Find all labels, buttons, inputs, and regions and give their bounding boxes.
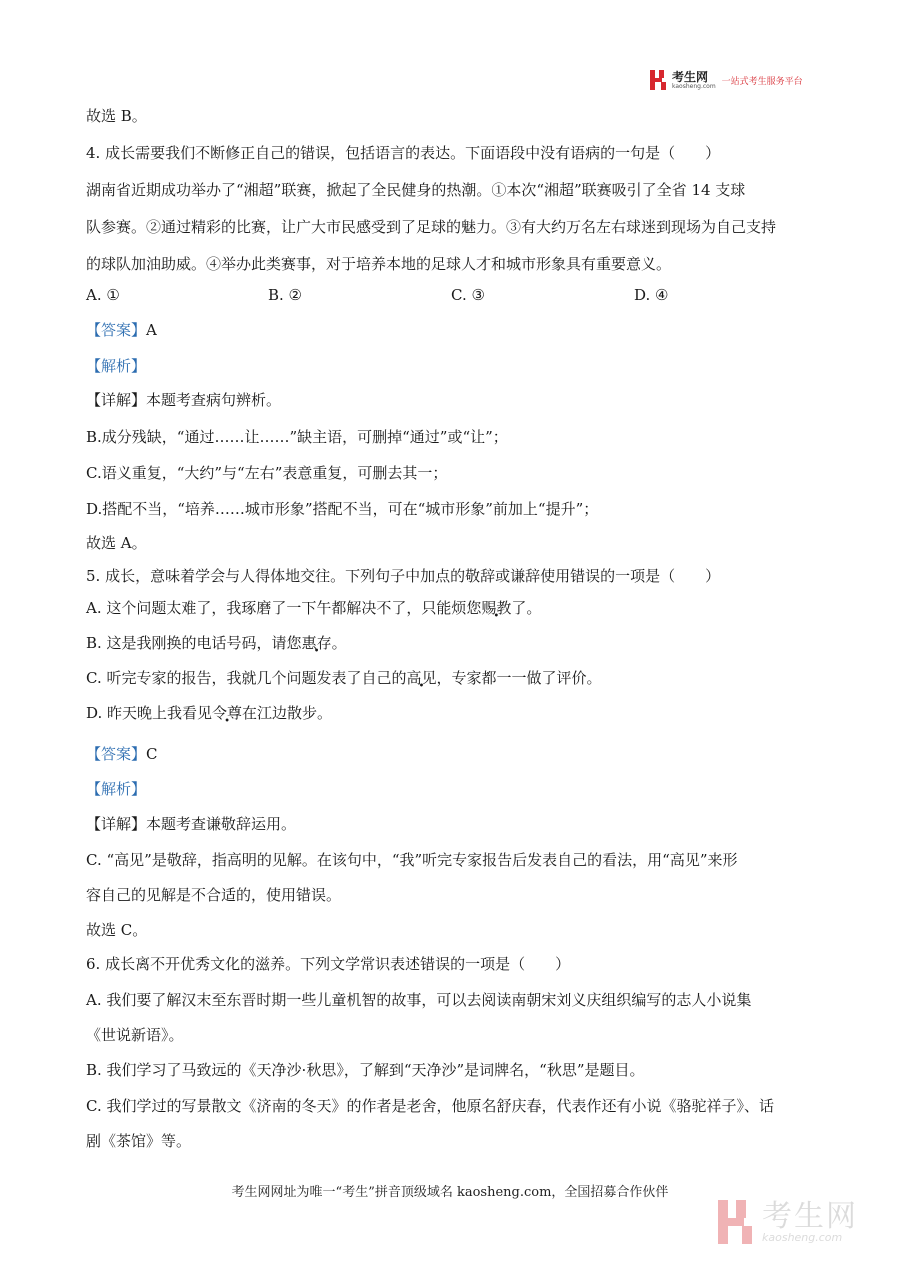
detail-line: 【详解】本题考查病句辨析。	[86, 391, 282, 409]
text-line: 故选 C。	[86, 921, 148, 939]
page-footer: 考生网网址为唯一“考生”拼音顶级域名 kaosheng.com，全国招募合作伙伴	[231, 1185, 669, 1200]
question-4: 4. 成长需要我们不断修正自己的错误，包括语言的表达。下面语段中没有语病的一句是（ ）	[86, 144, 721, 162]
watermark	[718, 1200, 858, 1244]
watermark-domain: kaosheng.com	[762, 1230, 843, 1244]
text-span: B. 这是我刚换的电话号码，请您	[86, 634, 302, 652]
text-line: 剧《茶馆》等。	[86, 1132, 192, 1150]
q5-option-c	[86, 668, 602, 688]
watermark-logo-icon	[718, 1200, 756, 1244]
header-logo	[650, 70, 803, 90]
text-span: C. 听完专家的报告，我就几个问题发表了自己的	[86, 669, 407, 687]
text-line: C. “高见”是敬辞，指高明的见解。在该句中，“我”听完专家报告后发表自己的看法，用“高见”来形	[86, 851, 738, 869]
text-line: 队参赛。②通过精彩的比赛，让广大市民感受到了足球的魅力。③有大约万名左右球迷到现场为自己支持	[86, 218, 777, 236]
watermark-brand: 考生网	[762, 1198, 858, 1234]
question-5: 5. 成长，意味着学会与人得体地交往。下列句子中加点的敬辞或谦辞使用错误的一项是（ ）	[86, 567, 721, 585]
text-line: 《世说新语》。	[86, 1026, 184, 1044]
q5-option-a	[86, 598, 541, 618]
text-line: B. 我们学习了马致远的《天净沙·秋思》，了解到“天净沙”是词牌名，“秋思”是题目。	[86, 1061, 645, 1079]
option-b: B. ②	[268, 286, 303, 304]
text-line: A. 我们要了解汉末至东晋时期一些儿童机智的故事，可以去阅读南朝宋刘义庆组织编写的志人小说集	[86, 991, 752, 1009]
detail-line: 【详解】本题考查谦敬辞运用。	[86, 815, 297, 833]
option-d: D. ④	[634, 286, 669, 304]
text-span: A. 这个问题太难了，我琢磨了一下午都解决不了，只能烦您	[86, 599, 482, 617]
q5-option-b	[86, 633, 347, 653]
logo-brand-name: 考生网	[672, 69, 709, 84]
text-span: ，专家都一一做了评价。	[436, 669, 602, 687]
answer-value: C	[146, 745, 158, 763]
text-line: 容自己的见解是不合适的，使用错误。	[86, 886, 342, 904]
text-line: D.搭配不当，“培养……城市形象”搭配不当，可在“城市形象”前加上“提升”；	[86, 500, 599, 518]
dotted-word: 赐教	[481, 599, 512, 617]
text-line: 故选 B。	[86, 107, 147, 125]
text-span: D. 昨天晚上我看见	[86, 704, 213, 722]
text-span: 。	[331, 634, 347, 652]
analysis-tag: 【解析】	[86, 357, 147, 375]
text-span: 在江边散步。	[242, 704, 333, 722]
dotted-word: 惠存	[301, 634, 332, 652]
dotted-word: 令尊	[212, 704, 243, 722]
text-line: B.成分残缺，“通过……让……”缺主语，可删掉“通过”或“让”；	[86, 428, 508, 446]
text-line: 的球队加油助威。④举办此类赛事，对于培养本地的足球人才和城市形象具有重要意义。	[86, 255, 672, 273]
option-a: A. ①	[86, 286, 120, 304]
logo-slogan: 一站式考生服务平台	[721, 76, 803, 87]
dotted-word: 高见	[406, 669, 437, 687]
option-c: C. ③	[451, 286, 485, 304]
brand-logo-icon	[650, 70, 668, 90]
analysis-tag: 【解析】	[86, 780, 147, 798]
text-line: C. 我们学过的写景散文《济南的冬天》的作者是老舍，他原名舒庆春，代表作还有小说《骆驼祥子》、话	[86, 1097, 774, 1115]
logo-domain: kaosheng.com	[672, 82, 716, 90]
answer-line	[86, 744, 158, 764]
question-6: 6. 成长离不开优秀文化的滋养。下列文学常识表述错误的一项是（ ）	[86, 955, 571, 973]
text-line: 湖南省近期成功举办了“湘超”联赛，掀起了全民健身的热潮。①本次“湘超”联赛吸引了全省 14 支球	[86, 181, 746, 199]
text-span: 了。	[511, 599, 542, 617]
answer-tag: 【答案】	[86, 745, 147, 763]
text-line: C.语义重复，“大约”与“左右”表意重复，可删去其一；	[86, 464, 448, 482]
q5-option-d	[86, 703, 332, 723]
answer-line	[86, 320, 157, 340]
answer-value: A	[146, 321, 157, 339]
answer-tag: 【答案】	[86, 321, 147, 339]
text-line: 故选 A。	[86, 534, 147, 552]
